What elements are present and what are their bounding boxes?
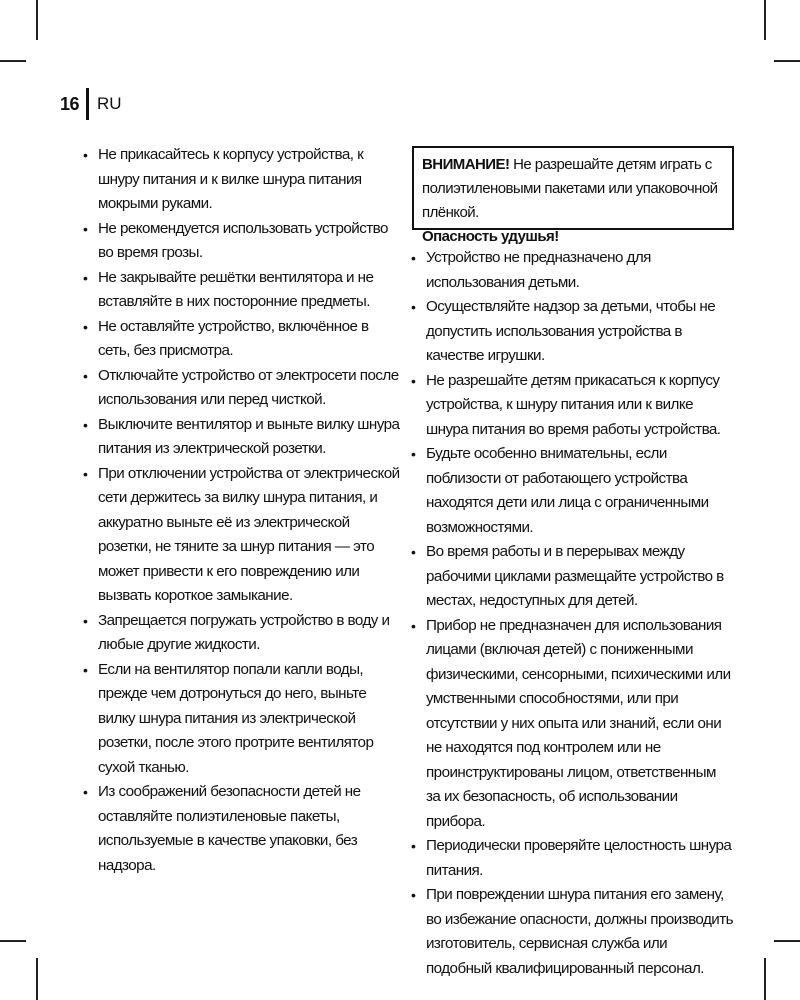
right-bullet-list (408, 246, 733, 981)
list-item: • Не закрывайте решётки вентилятора и не вставляйте в них посторонние предметы. (80, 266, 402, 315)
list-item: • Если на вентилятор попали капли воды, прежде чем дотронуться до него, выньте вилку шнура питания из электрической розетки, после этого протрите вентилятор сухой тканью. (80, 658, 402, 781)
right-column (408, 246, 733, 981)
warning-box (412, 146, 734, 245)
warning-label: ВНИМАНИЕ! (422, 156, 510, 173)
warning-text: Не разрешайте детям играть с полиэтиленовыми пакетами или упаковочной плёнкой. (422, 156, 718, 221)
list-item: • Запрещается погружать устройство в воду и любые другие жидкости. (80, 609, 402, 658)
list-item: • Не оставляйте устройство, включённое в сеть, без присмотра. (80, 315, 402, 364)
left-bullet-list (80, 143, 402, 878)
crop-mark (0, 60, 26, 62)
list-item: • Прибор не предназначен для использования лицами (включая детей) с пониженными физическими, сенсорными, психическими или умственными способностями, или при отсутствии у них опыта или знаний, если они не находятся под контролем или не проинструктированы лицом, ответственным за их безопасность, об использовании прибора. (408, 614, 733, 835)
warning-emphasis: Опасность удушья! (422, 228, 559, 245)
crop-mark (36, 958, 38, 1000)
crop-mark (36, 0, 38, 40)
left-column (80, 143, 402, 878)
list-item: • Устройство не предназначено для использования детьми. (408, 246, 733, 295)
crop-mark (774, 60, 800, 62)
list-item: • Осуществляйте надзор за детьми, чтобы не допустить использования устройства в качестве игрушки. (408, 295, 733, 369)
list-item: • Периодически проверяйте целостность шнура питания. (408, 834, 733, 883)
list-item: • Не прикасайтесь к корпусу устройства, к шнуру питания и к вилке шнура питания мокрыми руками. (80, 143, 402, 217)
page-number: 16 (60, 93, 80, 114)
crop-mark (764, 958, 766, 1000)
crop-mark (0, 940, 26, 942)
crop-mark (774, 940, 800, 942)
language-code: RU (97, 94, 122, 113)
header-divider (86, 88, 89, 120)
list-item: • Не рекомендуется использовать устройство во время грозы. (80, 217, 402, 266)
list-item: • Не разрешайте детям прикасаться к корпусу устройства, к шнуру питания или к вилке шнура питания во время работы устройства. (408, 369, 733, 443)
list-item: • При отключении устройства от электрической сети держитесь за вилку шнура питания, и аккуратно выньте её из электрической розетки, не тяните за шнур питания — это может привести к его повреждению или вызвать короткое замыкание. (80, 462, 402, 609)
list-item: • Во время работы и в перерывах между рабочими циклами размещайте устройство в местах, недоступных для детей. (408, 540, 733, 614)
crop-mark (764, 0, 766, 40)
list-item: • При повреждении шнура питания его замену, во избежание опасности, должны производить изготовитель, сервисная служба или подобный квалифицированный персонал. (408, 883, 733, 981)
list-item: • Будьте особенно внимательны, если поблизости от работающего устройства находятся дети или лица с ограниченными возможностями. (408, 442, 733, 540)
page-header (60, 88, 122, 120)
list-item: • Выключите вентилятор и выньте вилку шнура питания из электрической розетки. (80, 413, 402, 462)
list-item: • Отключайте устройство от электросети после использования или перед чисткой. (80, 364, 402, 413)
list-item: • Из соображений безопасности детей не оставляйте полиэтиленовые пакеты, используемые в качестве упаковки, без надзора. (80, 780, 402, 878)
